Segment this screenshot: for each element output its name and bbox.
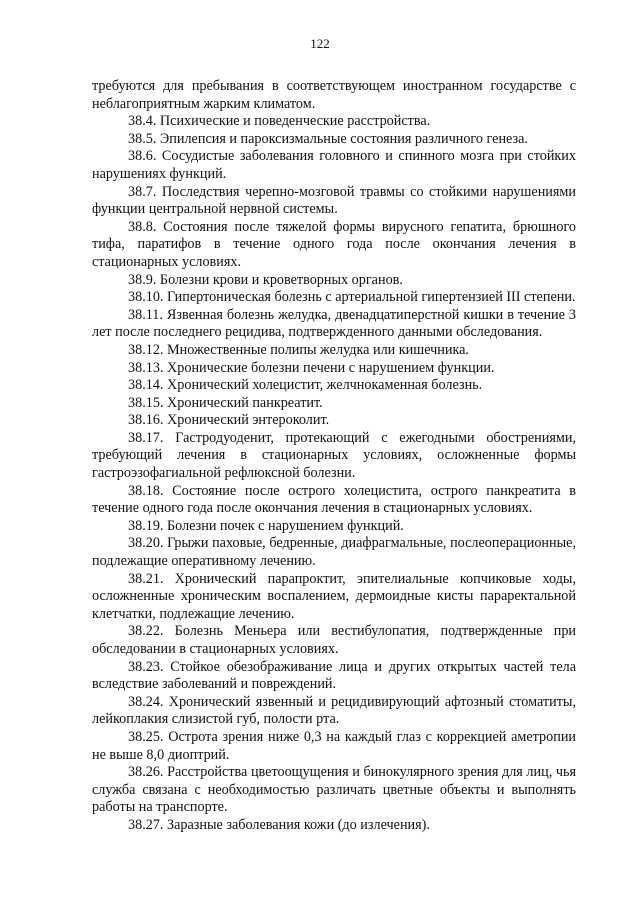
list-item xyxy=(92,219,576,272)
item-text: Состояния после тяжелой формы вирусного гепатита, брюшного тифа, паратифов в течение одного года после окончания лечения в стационарных условиях. xyxy=(92,218,577,270)
list-item xyxy=(92,360,576,378)
item-number: 38.17. xyxy=(128,429,164,446)
list-item xyxy=(92,694,576,729)
list-item xyxy=(92,131,576,149)
page-number: 122 xyxy=(310,36,330,51)
list-item xyxy=(92,377,576,395)
item-text: Психические и поведенческие расстройства. xyxy=(159,113,431,130)
item-number: 38.19. xyxy=(128,517,164,534)
item-number: 38.5. xyxy=(128,130,157,147)
item-number: 38.27. xyxy=(128,816,164,833)
item-number: 38.20. xyxy=(128,535,164,552)
list-item xyxy=(92,764,576,817)
list-item xyxy=(92,535,576,570)
item-number: 38.21. xyxy=(128,570,164,587)
item-number: 38.10. xyxy=(128,289,164,306)
item-number: 38.14. xyxy=(128,377,164,394)
list-item xyxy=(92,623,576,658)
item-text: Болезни крови и кроветворных органов. xyxy=(159,271,403,288)
document-body xyxy=(92,78,576,835)
item-text: Гастродуоденит, протекающий с ежегодными обострениями, требующий лечения в стационарных условиях, осложненные формы гастроэзофагиальной рефлюксной болезни. xyxy=(92,429,576,482)
list-item xyxy=(92,483,576,518)
item-text: Хронические болезни печени с нарушением функции. xyxy=(167,359,495,376)
list-item xyxy=(92,412,576,430)
list-item xyxy=(92,817,576,835)
item-number: 38.25. xyxy=(128,728,164,745)
item-number: 38.9. xyxy=(128,271,157,288)
list-item xyxy=(92,289,576,307)
item-text: требуются для пребывания в соответствующем иностранном государстве с неблагоприятным жарким климатом. xyxy=(92,78,576,112)
item-number: 38.18. xyxy=(128,482,164,499)
list-item xyxy=(92,430,576,483)
list-item xyxy=(92,729,576,764)
item-number: 38.8. xyxy=(128,218,157,235)
item-number: 38.4. xyxy=(128,113,157,130)
list-item xyxy=(92,571,576,624)
item-text: Хронический язвенный и рецидивирующий афтозный стоматиты, лейкоплакия слизистой губ, полости рта. xyxy=(92,693,577,728)
item-text: Грыжи паховые, бедренные, диафрагмальные, послеоперационные, подлежащие оперативному лечению. xyxy=(92,535,576,570)
item-text: Расстройства цветоощущения и бинокулярного зрения для лиц, чья служба связана с необходимостью различать цветные объекты и выполнять работы на транспорте. xyxy=(92,764,576,816)
paragraph-continuation xyxy=(92,78,576,113)
list-item xyxy=(92,307,576,342)
item-text: Эпилепсия и пароксизмальные состояния различного генеза. xyxy=(159,130,528,147)
item-text: Хронический холецистит, желчнокаменная болезнь. xyxy=(167,377,483,394)
list-item xyxy=(92,518,576,536)
list-item xyxy=(92,113,576,131)
list-item xyxy=(92,184,576,219)
item-text: Хронический энтероколит. xyxy=(167,412,330,429)
item-number: 38.26. xyxy=(128,764,164,781)
item-number: 38.16. xyxy=(128,412,164,429)
item-number: 38.15. xyxy=(128,394,164,411)
list-item xyxy=(92,148,576,183)
item-number: 38.12. xyxy=(128,341,164,358)
item-text: Язвенная болезнь желудка, двенадцатиперстной кишки в течение 3 лет после последнего рецидива, подтвержденного данными обследования. xyxy=(92,306,576,341)
list-item xyxy=(92,659,576,694)
item-number: 38.22. xyxy=(128,623,164,640)
item-text: Стойкое обезображивание лица и других открытых частей тела вследствие заболеваний и повреждений. xyxy=(92,658,577,693)
item-text: Состояние после острого холецистита, острого панкреатита в течение одного года после окончания лечения в стационарных условиях. xyxy=(92,482,576,517)
list-item xyxy=(92,272,576,290)
item-number: 38.6. xyxy=(128,148,157,165)
item-number: 38.24. xyxy=(128,693,164,710)
item-text: Болезнь Меньера или вестибулопатия, подтвержденные при обследовании в стационарных условиях. xyxy=(92,623,577,657)
item-number: 38.13. xyxy=(128,359,164,376)
item-text: Последствия черепно-мозговой травмы со стойкими нарушениями функции центральной нервной системы. xyxy=(92,183,576,218)
item-number: 38.11. xyxy=(128,306,163,323)
item-text: Острота зрения ниже 0,3 на каждый глаз с коррекцией аметропии не выше 8,0 диоптрий. xyxy=(92,728,577,763)
item-number: 38.23. xyxy=(128,658,164,675)
item-text: Хронический парапроктит, эпителиальные копчиковые ходы, осложненные хроническим воспалением, дермоидные кисты параректальной клетчатки, подлежащие лечению. xyxy=(92,570,576,622)
list-item xyxy=(92,395,576,413)
list-item xyxy=(92,342,576,360)
item-text: Хронический панкреатит. xyxy=(167,394,323,411)
item-text: Сосудистые заболевания головного и спинного мозга при стойких нарушениях функций. xyxy=(92,148,576,182)
item-number: 38.7. xyxy=(128,183,157,200)
item-text: Множественные полипы желудка или кишечника. xyxy=(167,341,469,358)
item-text: Гипертоническая болезнь с артериальной гипертензией III степени. xyxy=(167,289,576,306)
item-text: Заразные заболевания кожи (до излечения). xyxy=(167,816,430,833)
item-text: Болезни почек с нарушением функций. xyxy=(167,517,404,534)
